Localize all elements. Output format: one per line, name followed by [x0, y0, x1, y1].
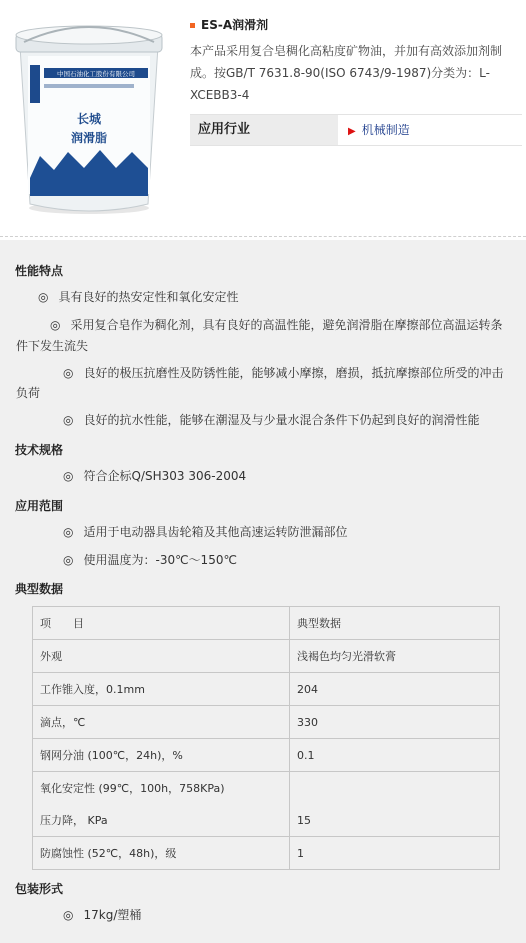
bullet-icon: ◎ — [63, 366, 74, 380]
features-heading: 性能特点 — [15, 264, 64, 278]
table-cell: 滴点，℃ — [33, 706, 290, 739]
bullet-icon: ◎ — [63, 553, 74, 567]
typical-data-table — [32, 606, 500, 870]
table-cell: 330 — [290, 706, 500, 739]
table-cell — [290, 772, 500, 805]
red-arrow-icon: ▶ — [348, 126, 356, 137]
table-row — [33, 837, 500, 870]
table-header-cell: 项 目 — [33, 607, 290, 640]
product-header — [0, 0, 526, 232]
pail-company-text: 中国石油化工股份有限公司 — [57, 70, 135, 78]
feature-item: ◎ 良好的极压抗磨性及防锈性能，能够减小摩擦，磨损，抵抗摩擦部位所受的冲击 — [63, 363, 504, 384]
table-cell: 204 — [290, 673, 500, 706]
table-cell: 外观 — [33, 640, 290, 673]
table-cell: 浅褐色均匀光滑软膏 — [290, 640, 500, 673]
product-description: 本产品采用复合皂稠化高粘度矿物油，并加有高效添加剂制成。按GB/T 7631.8-90(ISO 6743/9-1987)分类为：L-XCEBB3-4 — [190, 44, 503, 102]
feature-item-continued: 负荷 — [16, 386, 41, 400]
table-cell: 0.1 — [290, 739, 500, 772]
feature-item: ◎ 良好的抗水性能，能够在潮湿及与少量水混合条件下仍起到良好的润滑性能 — [63, 410, 480, 431]
industry-value[interactable]: 机械制造 — [361, 123, 410, 137]
table-row — [33, 673, 500, 706]
scope-heading: 应用范围 — [15, 499, 64, 513]
packing-item: ◎ 17kg/塑桶 — [63, 905, 141, 926]
table-cell: 钢网分油 (100℃，24h)，% — [33, 739, 290, 772]
table-row — [33, 804, 500, 837]
pail-name-text: 润滑脂 — [70, 131, 108, 145]
bullet-icon: ◎ — [63, 413, 74, 427]
table-cell: 1 — [290, 837, 500, 870]
detail-content — [0, 240, 526, 943]
table-cell: 防腐蚀性 (52℃，48h)，级 — [33, 837, 290, 870]
pail-brand-text: 长城 — [76, 112, 102, 126]
scope-item: ◎ 适用于电动器具齿轮箱及其他高速运转防泄漏部位 — [63, 522, 348, 543]
industry-label: 应用行业 — [190, 115, 338, 145]
feature-item-continued: 件下发生流失 — [16, 339, 89, 353]
table-row — [33, 739, 500, 772]
orange-square-icon — [190, 23, 195, 28]
scope-item: ◎ 使用温度为：-30℃～150℃ — [63, 550, 237, 571]
section-divider — [0, 236, 526, 237]
typical-heading: 典型数据 — [15, 582, 64, 596]
product-pail-image — [10, 18, 168, 218]
bullet-icon: ◎ — [50, 318, 61, 332]
table-header-cell: 典型数据 — [290, 607, 500, 640]
bullet-icon: ◎ — [63, 908, 74, 922]
bullet-icon: ◎ — [38, 290, 49, 304]
table-cell: 工作锥入度，0.1mm — [33, 673, 290, 706]
bullet-icon: ◎ — [63, 525, 74, 539]
product-title — [190, 14, 522, 36]
table-cell: 氧化安定性 (99℃，100h，758KPa) — [33, 772, 290, 805]
table-header-row — [33, 607, 500, 640]
table-cell: 15 — [290, 804, 500, 837]
industry-row — [190, 114, 522, 146]
feature-item: ◎ 具有良好的热安定性和氧化安定性 — [38, 287, 239, 308]
packing-heading: 包装形式 — [15, 882, 64, 896]
industry-link[interactable] — [338, 115, 410, 145]
table-row — [33, 706, 500, 739]
feature-item: ◎ 采用复合皂作为稠化剂，具有良好的高温性能，避免润滑脂在摩擦部位高温运转条 — [50, 315, 503, 336]
spec-heading: 技术规格 — [15, 443, 64, 457]
table-cell: 压力降， KPa — [33, 804, 290, 837]
bullet-icon: ◎ — [63, 469, 74, 483]
table-row — [33, 640, 500, 673]
product-info — [190, 14, 522, 146]
table-row — [33, 772, 500, 805]
product-title-text: ES-A润滑剂 — [201, 18, 269, 32]
spec-item: ◎ 符合企标Q/SH303 306-2004 — [63, 466, 246, 487]
